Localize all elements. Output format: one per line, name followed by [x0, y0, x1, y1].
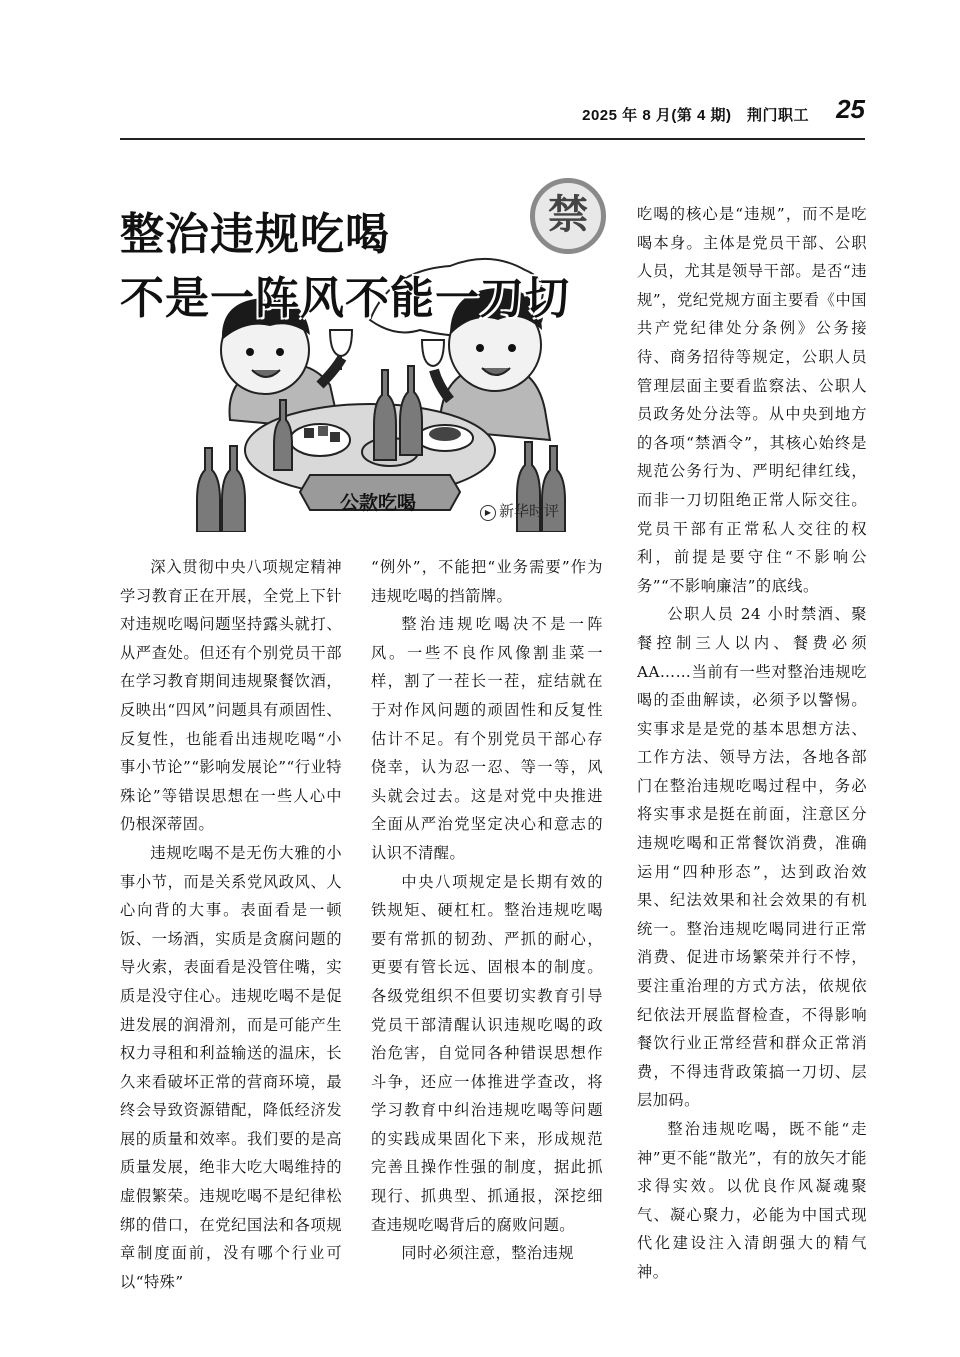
text-column-1 — [120, 553, 342, 1296]
text-column-3 — [637, 200, 867, 1287]
paragraph: 整治违规吃喝决不是一阵风。一些不良作风像割韭菜一样，割了一茬长一茬，症结就在于对作风问题的顽固性和反复性估计不足。有个别党员干部心存侥幸，认为忍一忍、等一等，风头就会过去。这是对党中央推进全面从严治党坚定决心和意志的认识不清醒。 — [371, 615, 603, 862]
text-column-2 — [371, 553, 603, 1268]
issue-info: 2025 年 8 月(第 4 期) 荆门职工 — [582, 107, 809, 124]
banner-label: 公款吃喝 — [340, 492, 417, 514]
paragraph: “例外”，不能把“业务需要”作为违规吃喝的挡箭牌。 — [371, 558, 603, 605]
image-credit — [480, 500, 559, 521]
ban-stamp: 禁 — [530, 178, 606, 254]
paragraph: 深入贯彻中央八项规定精神学习教育正在开展，全党上下针对违规吃喝问题坚持露头就打、从严查处。但还有个别党员干部在学习教育期间违规聚餐饮酒，反映出“四风”问题具有顽固性、反复性，也能看出违规吃喝“小事小节论”“影响发展论”“行业特殊论”等错误思想在一些人心中仍根深蒂固。 — [120, 558, 342, 834]
play-icon: ▶ — [480, 505, 496, 521]
paragraph: 中央八项规定是长期有效的铁规矩、硬杠杠。整治违规吃喝要有常抓的韧劲、严抓的耐心，更要有管长远、固根本的制度。各级党组织不但要切实教育引导党员干部清醒认识违规吃喝的政治危害，自觉同各种错误思想作斗争，还应一体推进学查改，将学习教育中纠治违规吃喝等问题的实践成果固化下来，形成规范完善且操作性强的制度，据此抓现行、抓典型、抓通报，深挖细查违规吃喝背后的腐败问题。 — [371, 872, 603, 1234]
paragraph: 违规吃喝不是无伤大雅的小事小节，而是关系党风政风、人心向背的大事。表面看是一顿饭、一场酒，实质是贪腐问题的导火索，表面看是没管住嘴，实质是没守住心。违规吃喝不是促进发展的润滑剂，而是可能产生权力寻租和利益输送的温床，长久来看破坏正常的营商环境，最终会导致资源错配，降低经济发展的质量和效率。我们要的是高质量发展，绝非大吃大喝维持的虚假繁荣。违规吃喝不是纪律松绑的借口，在党纪国法和各项规章制度面前，没有哪个行业可以“特殊” — [120, 843, 342, 1291]
paragraph: 吃喝的核心是“违规”，而不是吃喝本身。主体是党员干部、公职人员，尤其是领导干部。是否“违规”，党纪党规方面主要看《中国共产党纪律处分条例》公务接待、商务招待等规定，公职人员管理层面主要看监察法、公职人员政务处分法等。从中央到地方的各项“禁酒令”，其核心始终是规范公务行为、严明纪律红线，而非一刀切阻绝正常人际交往。党员干部有正常私人交往的权利，前提是要守住“不影响公务”“不影响廉洁”的底线。 — [637, 205, 867, 595]
paragraph: 同时必须注意，整治违规 — [401, 1244, 574, 1263]
page-number: 25 — [836, 94, 865, 124]
article-title-line2: 不是一阵风不能一刀切 — [120, 273, 570, 324]
cartoon-illustration — [120, 170, 618, 532]
paragraph: 公职人员 24 小时禁酒、聚餐控制三人以内、餐费必须 AA……当前有一些对整治违规吃喝的歪曲解读，必须予以警惕。实事求是是党的基本思想方法、工作方法、领导方法，各地各部门在整治违规吃喝过程中，务必将实事求是挺在前面，注意区分违规吃喝和正常餐饮消费，准确运用“四种形态”，达到政治效果、纪法效果和社会效果的有机统一。整治违规吃喝同进行正常消费、促进市场繁荣并行不悖，要注重治理的方式方法，依规依纪依法开展监督检查，不得影响餐饮行业正常经营和群众正常消费，不得违背政策搞一刀切、层层加码。 — [637, 605, 867, 1110]
paragraph: 整治违规吃喝，既不能“走神”更不能“散光”，有的放矢才能求得实效。以优良作风凝魂聚气、凝心聚力，必能为中国式现代化建设注入清朗强大的精气神。 — [637, 1120, 867, 1281]
credit-text: 新华时评 — [499, 502, 560, 520]
page-header — [120, 92, 865, 140]
article-title-line1: 整治违规吃喝 — [120, 209, 390, 260]
